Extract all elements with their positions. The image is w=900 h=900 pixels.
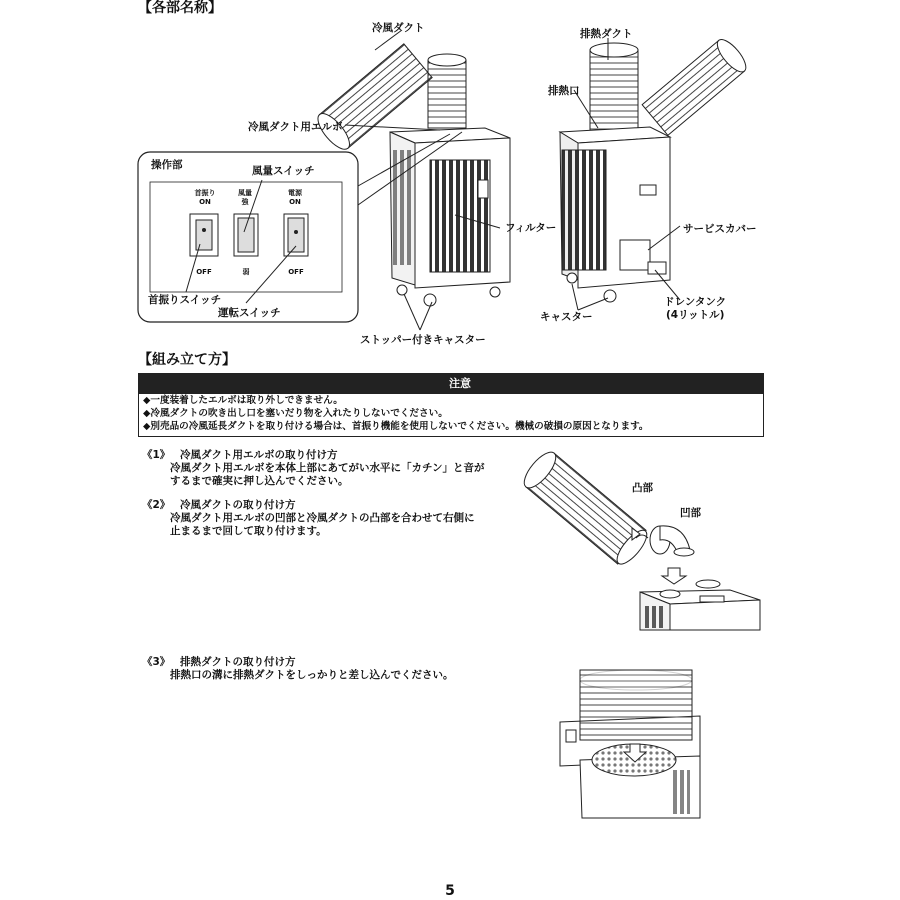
exhaust-duct-figure	[560, 670, 700, 818]
step-number: 《2》	[142, 499, 171, 511]
step-title: 冷風ダクトの取り付け方	[179, 499, 296, 511]
label-cold-duct: 冷風ダクト	[372, 22, 425, 34]
label-exhaust-duct: 排熱ダクト	[580, 28, 633, 40]
caution-line: ◆冷風ダクトの吹き出し口を塞いだり物を入れたりしないでください。	[143, 408, 448, 419]
step-number: 《1》	[142, 449, 171, 461]
label-exhaust-port: 排熱口	[548, 85, 580, 97]
label-service-cover: サービスカバー	[683, 223, 757, 235]
section-title-parts: 【各部名称】	[138, 0, 222, 16]
caution-heading: 注意	[449, 377, 471, 390]
step-3	[142, 656, 454, 682]
step-line: 冷風ダクト用エルボを本体上部にあてがい水平に「カチン」と音が	[170, 462, 485, 474]
swing-switch-top-label: 首振り ON	[194, 189, 216, 206]
caution-header	[139, 374, 763, 394]
power-switch-top-label: 電源 ON	[288, 189, 302, 206]
step-number: 《3》	[142, 656, 171, 668]
caution-line: ◆別売品の冷風延長ダクトを取り付ける場合は、首振り機能を使用しないでください。機械の破損の原因となります。	[143, 421, 649, 432]
label-swing-switch: 首振りスイッチ	[148, 294, 222, 306]
unit-rear-figure	[560, 35, 751, 302]
label-run-switch: 運転スイッチ	[218, 307, 281, 319]
power-switch-bottom-label: OFF	[288, 268, 304, 276]
label-drain-tank: ドレンタンク	[664, 296, 727, 308]
label-airflow-switch: 風量スイッチ	[252, 165, 315, 177]
label-drain-capacity: (4リットル)	[666, 309, 725, 321]
fan-switch-top-label: 風量 強	[238, 189, 252, 206]
caution-line: ◆一度装着したエルボは取り外しできません。	[143, 395, 343, 406]
label-filter: フィルター	[505, 222, 557, 234]
step-line: 冷風ダクト用エルボの凹部と冷風ダクトの凸部を合わせて右側に	[170, 512, 475, 524]
fan-switch-bottom-label: 弱	[242, 268, 250, 276]
section-title-assembly: 【組み立て方】	[138, 352, 236, 368]
step-line: 排熱口の溝に排熱ダクトをしっかりと差し込んでください。	[170, 669, 454, 681]
step-title: 冷風ダクト用エルボの取り付け方	[179, 449, 338, 461]
step-title: 排熱ダクトの取り付け方	[179, 656, 296, 668]
label-stopper-caster: ストッパー付きキャスター	[360, 334, 486, 346]
caution-box	[138, 373, 764, 437]
page-number: 5	[445, 883, 455, 899]
step-line: するまで確実に押し込んでください。	[170, 475, 349, 487]
elbow-duct-figure	[519, 447, 760, 630]
label-convex: 凸部	[632, 482, 653, 494]
step-1	[142, 449, 484, 488]
label-concave: 凹部	[680, 507, 701, 519]
panel-title: 操作部	[151, 159, 183, 171]
label-cold-duct-elbow: 冷風ダクト用エルボ	[248, 121, 343, 133]
step-line: 止まるまで回して取り付けます。	[170, 525, 327, 537]
step-2	[142, 499, 475, 538]
swing-switch-bottom-label: OFF	[196, 268, 212, 276]
label-caster: キャスター	[540, 311, 593, 323]
